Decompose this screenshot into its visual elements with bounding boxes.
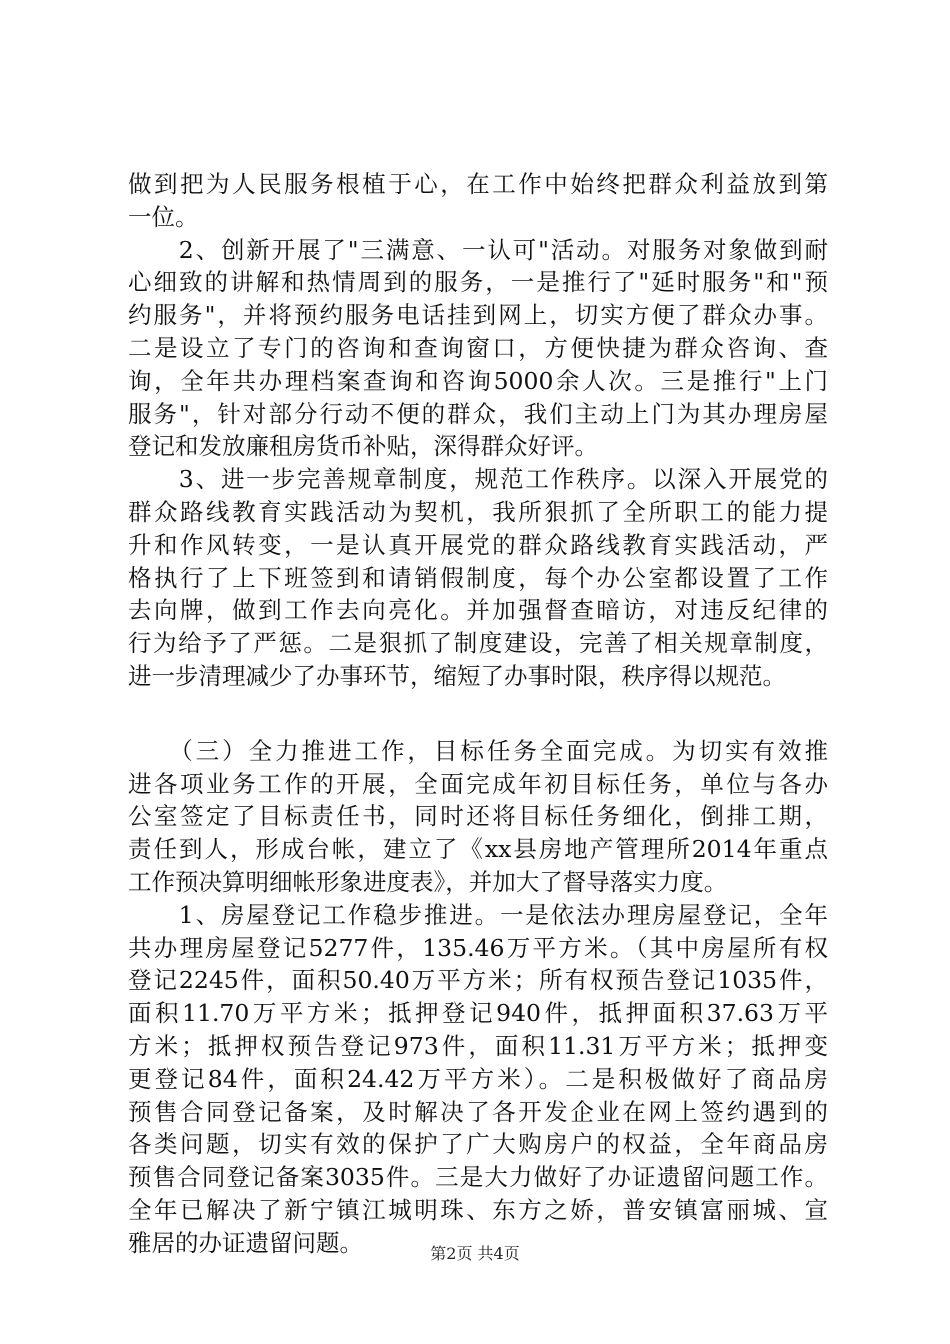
text-line: 共办理房屋登记5277件，135.46万平方米。（其中房屋所有权 — [128, 933, 828, 962]
text-line: 进一步清理减少了办事环节，缩短了办事时限，秩序得以规范。 — [128, 661, 786, 690]
text-line: 预售合同登记备案，及时解决了各开发企业在网上签约遇到的 — [128, 1097, 828, 1126]
text-line: 雅居的办证遗留问题。 — [128, 1228, 363, 1257]
text-line: 服务"，针对部分行动不便的群众，我们主动上门为其办理房屋 — [128, 399, 828, 428]
text-line: 二是设立了专门的咨询和查询窗口，方便快捷为群众咨询、查 — [128, 333, 828, 362]
text-line: 更登记84件，面积24.42万平方米）。二是积极做好了商品房 — [128, 1064, 828, 1093]
text-line: 1、房屋登记工作稳步推进。一是依法办理房屋登记，全年 — [128, 900, 828, 929]
text-line: 面积11.70万平方米；抵押登记940件，抵押面积37.63万平 — [128, 999, 828, 1028]
text-line: 预售合同登记备案3035件。三是大力做好了办证遗留问题工作。 — [128, 1163, 828, 1192]
paragraph-item-3 — [128, 463, 828, 693]
text-line: 全年已解决了新宁镇江城明珠、东方之娇，普安镇富丽城、宣 — [128, 1195, 828, 1224]
paragraph-section-3 — [128, 735, 828, 899]
paragraph-item-1 — [128, 899, 828, 1260]
text-line: 进各项业务工作的开展，全面完成年初目标任务，单位与各办 — [128, 769, 828, 798]
text-line: 行为给予了严惩。二是狠抓了制度建设，完善了相关规章制度， — [128, 629, 828, 658]
text-line: 询，全年共办理档案查询和咨询5000余人次。三是推行"上门 — [128, 366, 828, 395]
text-line: 公室签定了目标责任书，同时还将目标任务细化，倒排工期， — [128, 802, 828, 831]
text-line: 登记和发放廉租房货币补贴，深得群众好评。 — [128, 432, 598, 461]
page-number-footer: 第2页 共4页 — [430, 1244, 520, 1263]
text-line: 格执行了上下班签到和请销假制度，每个办公室都设置了工作 — [128, 563, 828, 592]
text-line: 工作预决算明细帐形象进度表》，并加大了督导落实力度。 — [128, 867, 728, 896]
text-line: （三）全力推进工作，目标任务全面完成。为切实有效推 — [128, 736, 828, 765]
text-line: 一位。 — [128, 202, 199, 231]
text-line: 升和作风转变，一是认真开展党的群众路线教育实践活动，严 — [128, 530, 828, 559]
document-body — [128, 168, 828, 1260]
paragraph-spacer — [128, 693, 828, 735]
text-line: 约服务"，并将预约服务电话挂到网上，切实方便了群众办事。 — [128, 301, 828, 330]
text-line: 去向牌，做到工作去向亮化。并加强督查暗访，对违反纪律的 — [128, 596, 828, 625]
text-line: 各类问题，切实有效的保护了广大购房户的权益，全年商品房 — [128, 1130, 828, 1159]
text-line: 做到把为人民服务根植于心，在工作中始终把群众利益放到第 — [128, 170, 828, 198]
text-line: 2、创新开展了"三满意、一认可"活动。对服务对象做到耐 — [128, 235, 828, 264]
text-line: 登记2245件，面积50.40万平方米；所有权预告登记1035件， — [128, 966, 828, 995]
text-line: 方米；抵押权预告登记973件，面积11.31万平方米；抵押变 — [128, 1031, 828, 1060]
paragraph-item-2 — [128, 234, 828, 464]
paragraph-intro-continuation — [128, 168, 828, 234]
text-line: 群众路线教育实践活动为契机，我所狠抓了全所职工的能力提 — [128, 497, 828, 526]
text-line: 心细致的讲解和热情周到的服务，一是推行了"延时服务"和"预 — [128, 268, 828, 297]
text-line: 3、进一步完善规章制度，规范工作秩序。以深入开展党的 — [128, 465, 828, 494]
text-line: 责任到人，形成台帐，建立了《xx县房地产管理所2014年重点 — [128, 835, 828, 864]
